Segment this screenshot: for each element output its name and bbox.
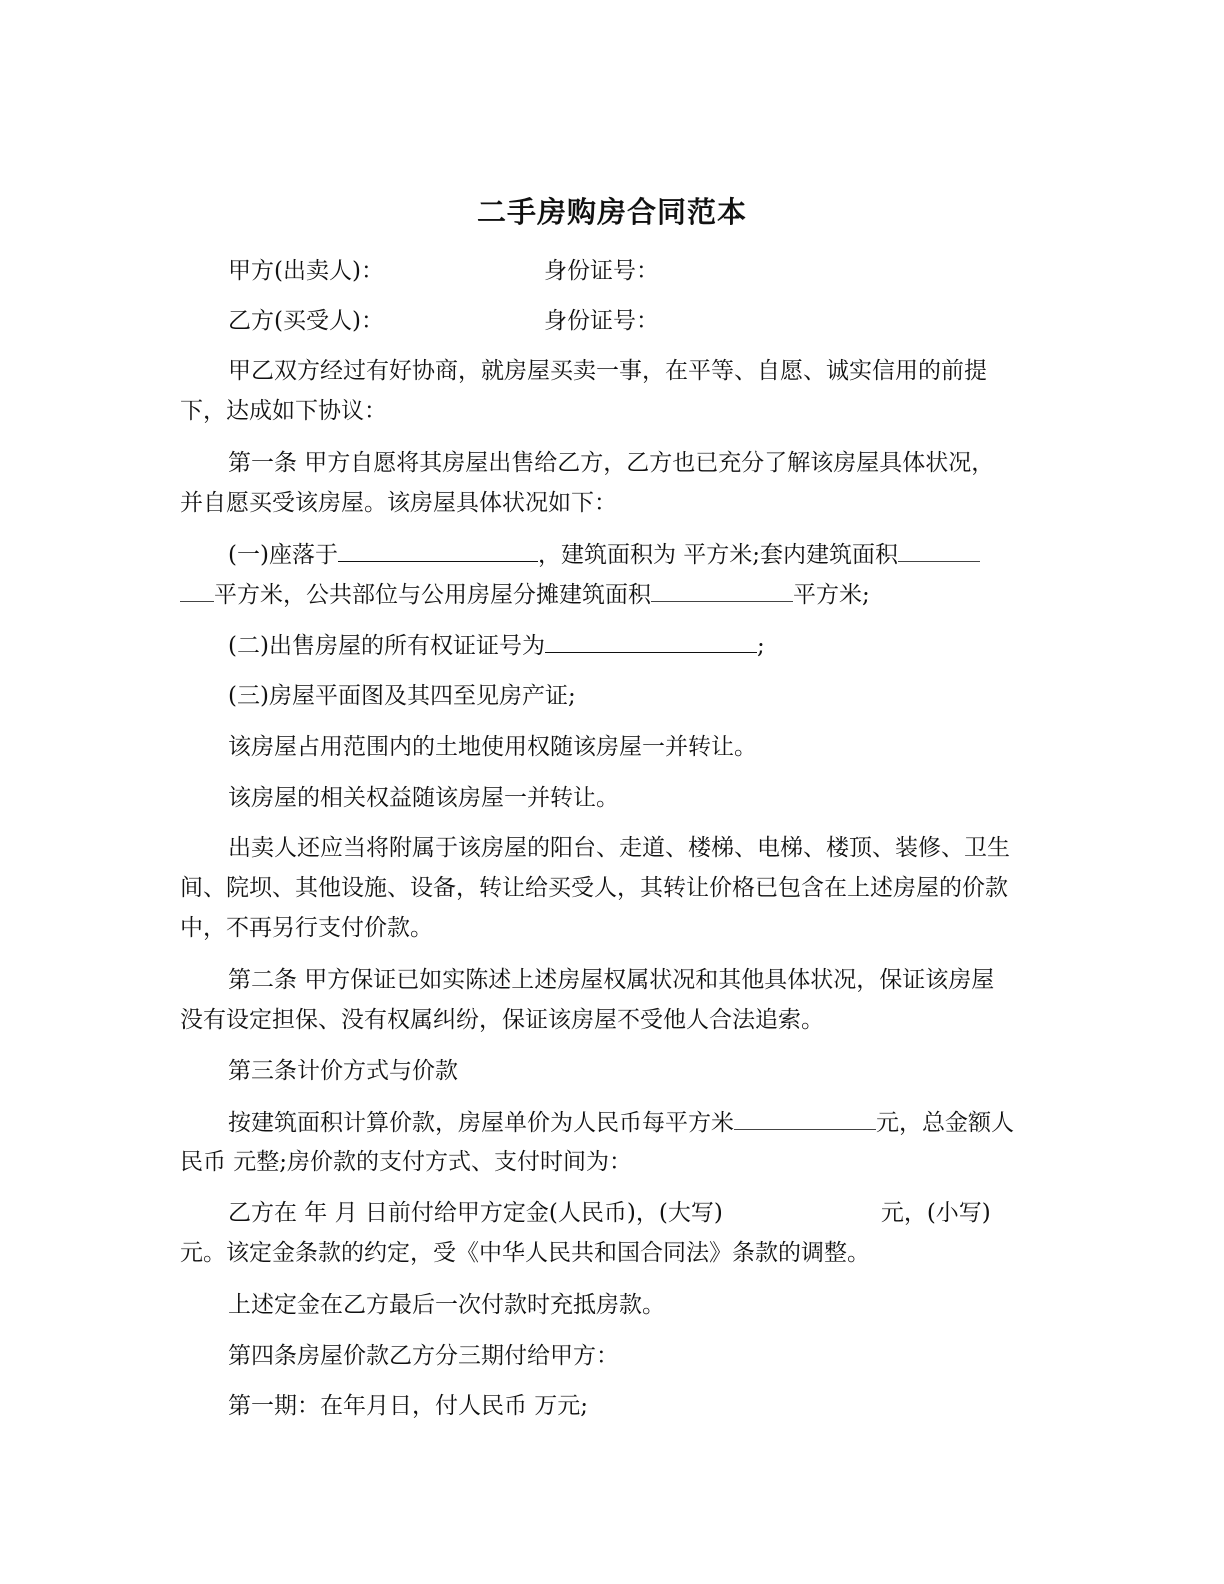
land-transfer-line: 该房屋占用范围内的土地使用权随该房屋一并转让。 <box>228 734 757 760</box>
appurtenances-line-3: 中，不再另行支付价款。 <box>180 915 433 941</box>
appurtenances-line-2: 间、院坝、其他设施、设备，转让给买受人，其转让价格已包含在上述房屋的价款 <box>180 875 1008 901</box>
party-b-label: 乙方(买受人)： <box>228 308 384 334</box>
intro-line-2: 下，达成如下协议： <box>180 398 387 424</box>
item1-line-1 <box>228 539 980 570</box>
item1-area-label: ，建筑面积为 平方米;套内建筑面积 <box>537 542 899 568</box>
party-a-label: 甲方(出卖人)： <box>228 258 384 284</box>
unit-price-label: 按建筑面积计算价款，房屋单价为人民币每平方米 <box>228 1110 734 1136</box>
rights-transfer-line: 该房屋的相关权益随该房屋一并转让。 <box>228 785 619 811</box>
item2-end: ; <box>756 633 765 659</box>
appurtenances-line-1: 出卖人还应当将附属于该房屋的阳台、走道、楼梯、电梯、楼顶、装修、卫生 <box>228 835 1010 861</box>
party-b-line <box>228 306 659 336</box>
article1-line-2: 并自愿买受该房屋。该房屋具体状况如下： <box>180 490 617 516</box>
deposit-line-2: 元。该定金条款的约定，受《中华人民共和国合同法》条款的调整。 <box>180 1240 870 1266</box>
shared-area-blank <box>651 579 793 602</box>
inner-area-blank-continued <box>180 579 214 602</box>
location-blank <box>338 539 538 562</box>
deposit-label: 乙方在 年 月 日前付给甲方定金(人民币)，(大写) <box>228 1200 723 1226</box>
item1-unit: 平方米; <box>793 582 870 608</box>
price-line-2: 民币 元整;房价款的支付方式、支付时间为： <box>180 1149 633 1175</box>
article2-line-2: 没有设定担保、没有权属纠纷，保证该房屋不受他人合法追索。 <box>180 1007 824 1033</box>
intro-line-1: 甲乙双方经过有好协商，就房屋买卖一事，在平等、自愿、诚实信用的前提 <box>228 358 987 384</box>
item1-location-label: (一)座落于 <box>228 542 338 568</box>
party-b-id-label: 身份证号： <box>543 308 659 334</box>
inner-area-blank <box>898 539 980 562</box>
article4-heading: 第四条房屋价款乙方分三期付给甲方： <box>228 1343 619 1369</box>
price-line-1 <box>228 1107 1014 1138</box>
party-a-id-label: 身份证号： <box>543 258 659 284</box>
article2-line-1: 第二条 甲方保证已如实陈述上述房屋权属状况和其他具体状况，保证该房屋 <box>228 967 995 993</box>
unit-price-blank <box>734 1107 876 1130</box>
item1-shared-area-label: 平方米，公共部位与公用房屋分摊建筑面积 <box>214 582 651 608</box>
item2-label: (二)出售房屋的所有权证证号为 <box>228 633 545 659</box>
total-amount-label: 元，总金额人 <box>876 1110 1014 1136</box>
item1-line-2 <box>180 579 870 610</box>
document-title: 二手房购房合同范本 <box>476 195 747 229</box>
phase1-line: 第一期：在年月日，付人民币 万元; <box>228 1393 589 1419</box>
deposit-offset-line: 上述定金在乙方最后一次付款时充抵房款。 <box>228 1292 665 1318</box>
deposit-line-1 <box>228 1198 991 1228</box>
article1-line-1: 第一条 甲方自愿将其房屋出售给乙方，乙方也已充分了解该房屋具体状况， <box>228 450 995 476</box>
certificate-number-blank <box>545 630 757 653</box>
item2-line <box>228 630 765 661</box>
article3-heading: 第三条计价方式与价款 <box>228 1058 458 1084</box>
item3-line: (三)房屋平面图及其四至见房产证; <box>228 683 576 709</box>
deposit-amount-label: 元，(小写) <box>880 1200 991 1226</box>
party-a-line <box>228 256 659 286</box>
